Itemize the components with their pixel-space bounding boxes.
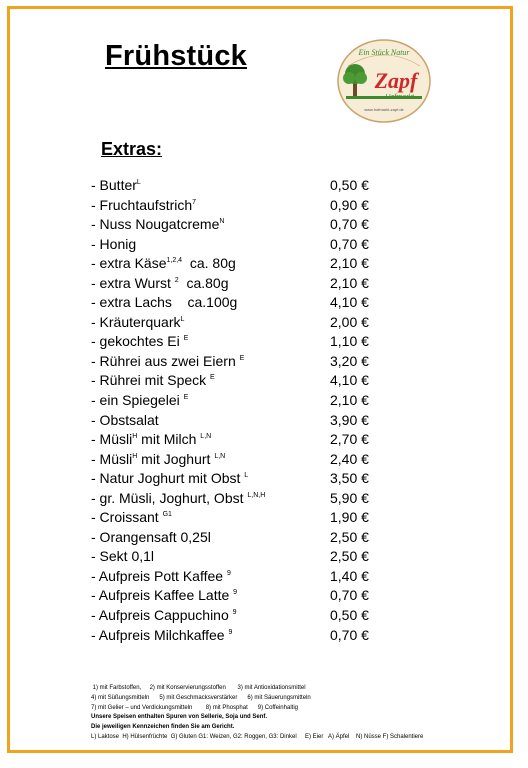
menu-item: [91, 215, 391, 235]
menu-item-name: [91, 274, 229, 294]
menu-item-name: [91, 411, 159, 431]
logo-brand-text: Zapf: [374, 68, 418, 93]
allergen-marker: 7: [192, 198, 197, 206]
menu-item-price: 0,90 €: [330, 196, 369, 213]
menu-item-text: - extra Lachs ca.100g: [91, 294, 238, 311]
menu-item: [91, 450, 391, 470]
menu-item-text: - Croissant: [91, 509, 163, 526]
menu-item-text: - Butter: [91, 177, 137, 193]
menu-item-price: 2,50 €: [330, 548, 369, 565]
menu-item-text: mit Joghurt: [137, 450, 215, 467]
menu-item-text: - Sekt 0,1l: [91, 548, 155, 565]
allergen-marker: E: [183, 335, 189, 343]
menu-item: [91, 411, 391, 431]
menu-item: [91, 352, 391, 372]
page-title: Frühstück: [105, 40, 247, 72]
menu-item: [91, 626, 391, 646]
menu-item: [91, 567, 391, 587]
menu-item: [91, 196, 391, 216]
allergen-marker: L,N: [214, 452, 226, 460]
logo-subtitle-text: Hofmarkt: [385, 94, 415, 101]
menu-item-name: [91, 626, 232, 646]
menu-item-price: 2,10 €: [330, 255, 369, 272]
menu-item-text: - Aufpreis Pott Kaffee: [91, 567, 227, 584]
footnote-line: 4) mit Süßungsmitteln 5) mit Geschmacksverstärker 6) mit Säuerungsmitteln: [91, 694, 311, 701]
menu-item-text: - Rührei aus zwei Eiern: [91, 352, 240, 369]
allergen-marker: 1,2,4: [166, 257, 183, 265]
menu-item-text: - Nuss Nougatcreme: [91, 216, 220, 233]
menu-item-name: [91, 489, 265, 509]
menu-item-name: [91, 469, 248, 489]
menu-item-text: - Kräuterquark: [91, 313, 181, 330]
menu-item-name: [91, 528, 211, 548]
menu-item-text: - Müsli: [91, 450, 133, 467]
menu-item: [91, 176, 391, 196]
menu-item-price: 0,70 €: [330, 216, 369, 233]
allergen-marker: E: [239, 354, 245, 362]
menu-item-price: 0,70 €: [330, 235, 369, 252]
menu-item: [91, 547, 391, 567]
allergen-footnotes: [91, 684, 501, 743]
menu-item-text: - Rührei mit Speck: [91, 372, 211, 389]
menu-item-name: [91, 547, 154, 567]
menu-item-name: [91, 215, 224, 235]
menu-item: [91, 313, 391, 333]
menu-item-price: 4,10 €: [330, 294, 369, 311]
menu-item-name: [91, 313, 184, 333]
footnote-line: Die jeweiligen Kennzeichen finden Sie am Gericht.: [91, 724, 235, 731]
menu-item-name: [91, 586, 237, 606]
menu-item-price: 2,50 €: [330, 528, 369, 545]
menu-item-text: - Orangensaft 0,25l: [91, 528, 211, 545]
menu-item-price: 2,10 €: [330, 392, 369, 409]
menu-item-name: [91, 450, 225, 470]
menu-item-name: [91, 352, 244, 372]
menu-item-price: 2,40 €: [330, 450, 369, 467]
menu-item-name: [91, 508, 172, 528]
allergen-marker: E: [210, 374, 215, 382]
menu-item-price: 0,70 €: [330, 626, 369, 643]
menu-item-name: [91, 606, 237, 626]
menu-item: [91, 528, 391, 548]
allergen-marker: H: [132, 433, 138, 441]
menu-item-price: 3,90 €: [330, 411, 369, 428]
menu-item-name: [91, 391, 188, 411]
menu-item: [91, 508, 391, 528]
allergen-marker: H: [132, 452, 138, 460]
menu-item-text: ca. 80g: [182, 255, 236, 272]
menu-item: [91, 489, 391, 509]
menu-item-text: - gekochtes Ei: [91, 333, 184, 350]
menu-item-text: - extra Wurst: [91, 274, 175, 291]
allergen-marker: L: [136, 179, 141, 186]
menu-item-text: - Aufpreis Cappuchino: [91, 607, 233, 624]
allergen-marker: L: [180, 315, 185, 323]
menu-item-price: 2,00 €: [330, 313, 369, 330]
menu-item-text: - extra Käse: [91, 255, 167, 272]
footnote-line: 1) mit Farbstoffen, 2) mit Konservierungsstoffen 3) mit Antioxidationsmittel: [91, 685, 306, 691]
menu-item: [91, 371, 391, 391]
allergen-marker: N: [219, 218, 225, 226]
menu-item-text: - Müsli: [91, 431, 133, 448]
logo-top-text: Ein Stück Natur: [358, 48, 410, 57]
menu-item: [91, 293, 391, 313]
menu-item-name: [91, 371, 215, 391]
menu-item-text: mit Milch: [137, 431, 201, 448]
allergen-marker: 9: [226, 569, 231, 577]
allergen-marker: 9: [233, 589, 238, 597]
menu-item: [91, 235, 391, 255]
menu-list: [91, 176, 391, 645]
menu-item-price: 4,10 €: [330, 372, 369, 389]
menu-item-name: [91, 254, 236, 274]
menu-item-text: - Obstsalat: [91, 411, 159, 428]
menu-item-text: - Aufpreis Milchkaffee: [91, 626, 229, 643]
allergen-marker: G1: [162, 511, 172, 519]
menu-item-text: ca.80g: [178, 274, 229, 291]
menu-item-price: 1,40 €: [330, 567, 369, 584]
allergen-marker: L: [244, 472, 249, 480]
menu-item-price: 0,50 €: [330, 177, 369, 193]
allergen-marker: 9: [232, 609, 237, 617]
allergen-marker: L,N,H: [247, 491, 266, 499]
menu-item-price: 2,70 €: [330, 431, 369, 448]
logo-url-text: www.hofmarkt-zapf.de: [364, 107, 404, 112]
menu-item: [91, 254, 391, 274]
menu-item-text: - Fruchtaufstrich: [91, 196, 193, 213]
allergen-marker: 2: [174, 276, 179, 284]
menu-item: [91, 586, 391, 606]
menu-item-price: 1,90 €: [330, 509, 369, 526]
menu-item-text: - Honig: [91, 235, 137, 252]
allergen-marker: L,N: [200, 433, 212, 441]
footnote-line: Unsere Speisen enthalten Spuren von Sellerie, Soja und Senf.: [91, 714, 268, 721]
menu-item-name: [91, 567, 231, 587]
menu-item-price: 5,90 €: [330, 489, 369, 506]
menu-item: [91, 606, 391, 626]
menu-item-name: [91, 196, 196, 216]
menu-item-text: - ein Spiegelei: [91, 392, 184, 409]
menu-item-text: - Natur Joghurt mit Obst: [91, 470, 245, 487]
hofmarkt-zapf-logo: [336, 38, 432, 124]
menu-item: [91, 274, 391, 294]
menu-item-price: 3,20 €: [330, 352, 369, 369]
allergen-marker: 9: [228, 628, 233, 636]
menu-item-name: [91, 293, 237, 313]
menu-item-name: [91, 176, 141, 196]
menu-item: [91, 391, 391, 411]
menu-item-text: - Aufpreis Kaffee Latte: [91, 587, 234, 604]
section-title: Extras:: [101, 139, 163, 159]
menu-item-price: 2,10 €: [330, 274, 369, 291]
menu-item: [91, 469, 391, 489]
allergen-marker: E: [183, 394, 189, 402]
menu-item-name: [91, 430, 211, 450]
menu-item: [91, 332, 391, 352]
menu-item-text: - gr. Müsli, Joghurt, Obst: [91, 489, 248, 506]
menu-item-name: [91, 235, 136, 255]
footnote-line: L) Laktose H) Hülsenfrüchte G) Gluten G1: Weizen, G2: Roggen, G3: Dinkel E) Eier A) Äpfel N) Nüsse F) Schalentiere: [91, 733, 424, 740]
menu-item-price: 0,50 €: [330, 607, 369, 624]
menu-item-price: 3,50 €: [330, 470, 369, 487]
menu-item-price: 0,70 €: [330, 587, 369, 604]
menu-item-price: 1,10 €: [330, 333, 369, 350]
menu-item: [91, 430, 391, 450]
menu-item-name: [91, 332, 188, 352]
footnote-line: 7) mit Gelier – und Verdickungsmitteln 8) mit Phosphat 9) Coffeinhaltig: [91, 704, 298, 711]
